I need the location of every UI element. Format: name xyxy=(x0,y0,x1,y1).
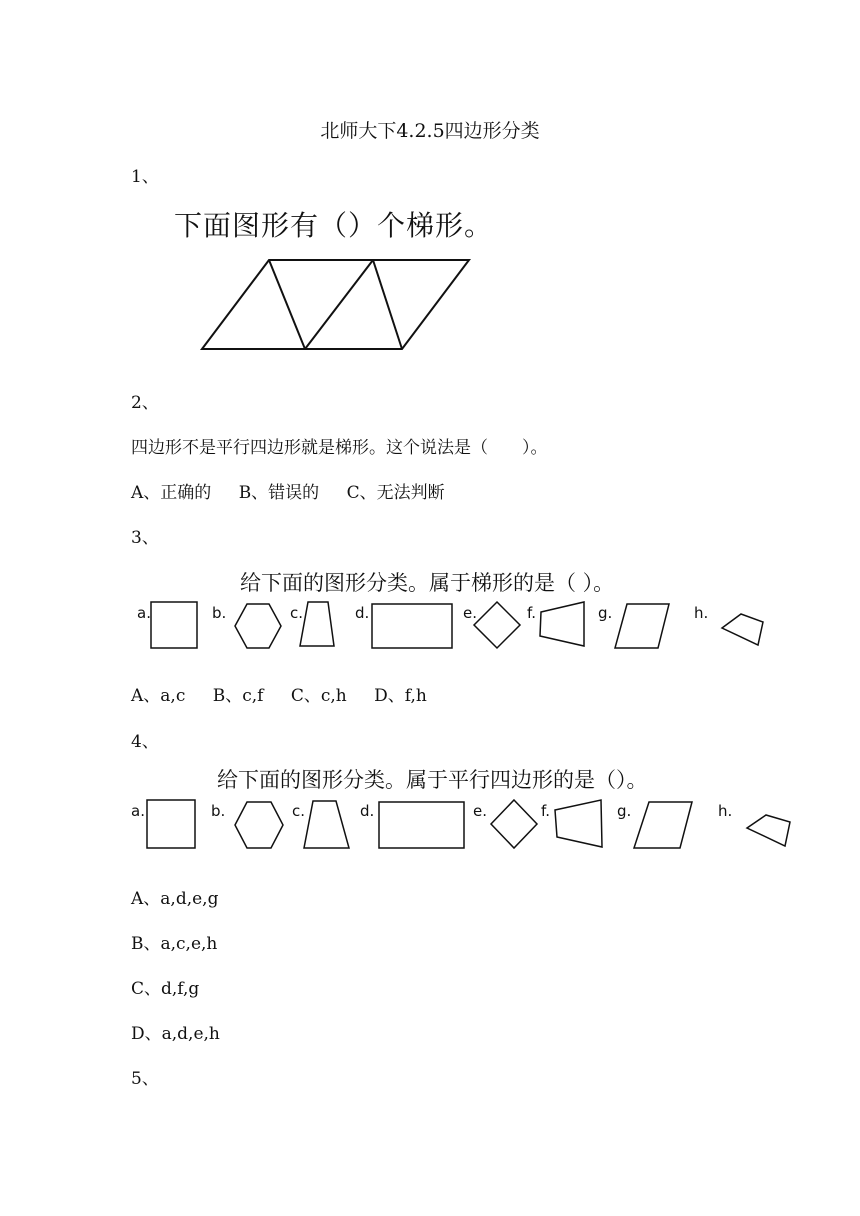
question-2-number: 2、 xyxy=(131,393,159,413)
q4-quadrilateral-h xyxy=(747,815,790,846)
q3-label-c: c. xyxy=(290,604,304,622)
q3-label-b: b. xyxy=(212,604,227,622)
q4-rhombus-e xyxy=(491,800,537,848)
question-3-number: 3、 xyxy=(131,528,159,548)
option-a[interactable]: A、正确的 xyxy=(131,483,212,503)
question-3-prompt: 给下面的图形分类。属于梯形的是（ ）。 xyxy=(240,571,615,595)
q3-label-h: h. xyxy=(694,604,709,622)
option-c[interactable]: C、无法判断 xyxy=(346,483,445,503)
question-4-option-b[interactable]: B、a,c,e,h xyxy=(131,934,218,954)
option-c[interactable]: C、c,h xyxy=(290,686,347,706)
q4-label-a: a. xyxy=(131,802,145,820)
question-4-option-d[interactable]: D、a,d,e,h xyxy=(131,1024,220,1044)
option-b[interactable]: B、错误的 xyxy=(238,483,320,503)
question-4-option-c[interactable]: C、d,f,g xyxy=(131,979,200,999)
page-title: 北师大下4.2.5四边形分类 xyxy=(320,120,540,142)
q4-label-e: e. xyxy=(473,802,487,820)
q3-label-a: a. xyxy=(137,604,151,622)
q3-label-d: d. xyxy=(355,604,370,622)
q4-label-b: b. xyxy=(211,802,226,820)
q4-hexagon-b xyxy=(235,802,283,848)
q4-label-g: g. xyxy=(617,802,632,820)
q4-label-h: h. xyxy=(718,802,733,820)
q4-rectangle-d xyxy=(379,802,464,848)
q3-label-f: f. xyxy=(527,604,536,622)
question-1-prompt: 下面图形有（）个梯形。 xyxy=(174,209,494,242)
q4-label-d: d. xyxy=(360,802,375,820)
option-d[interactable]: D、f,h xyxy=(374,686,427,706)
question-1-number: 1、 xyxy=(131,167,159,187)
q4-square-a xyxy=(147,800,195,848)
question-5-number: 5、 xyxy=(131,1069,159,1089)
question-4-number: 4、 xyxy=(131,732,159,752)
q3-label-g: g. xyxy=(598,604,613,622)
q4-parallelogram-g xyxy=(634,802,692,848)
option-a[interactable]: A、a,c xyxy=(131,686,186,706)
q4-label-f: f. xyxy=(541,802,550,820)
q4-label-c: c. xyxy=(292,802,306,820)
q4-trapezoid-c xyxy=(304,801,349,848)
question-4-prompt: 给下面的图形分类。属于平行四边形的是（）。 xyxy=(217,768,648,792)
question-4-option-a[interactable]: A、a,d,e,g xyxy=(131,889,219,909)
q3-label-e: e. xyxy=(463,604,477,622)
option-b[interactable]: B、c,f xyxy=(212,686,264,706)
q4-trapezoid-f xyxy=(555,800,602,847)
question-2-stem: 四边形不是平行四边形就是梯形。这个说法是（ ）。 xyxy=(131,438,548,458)
